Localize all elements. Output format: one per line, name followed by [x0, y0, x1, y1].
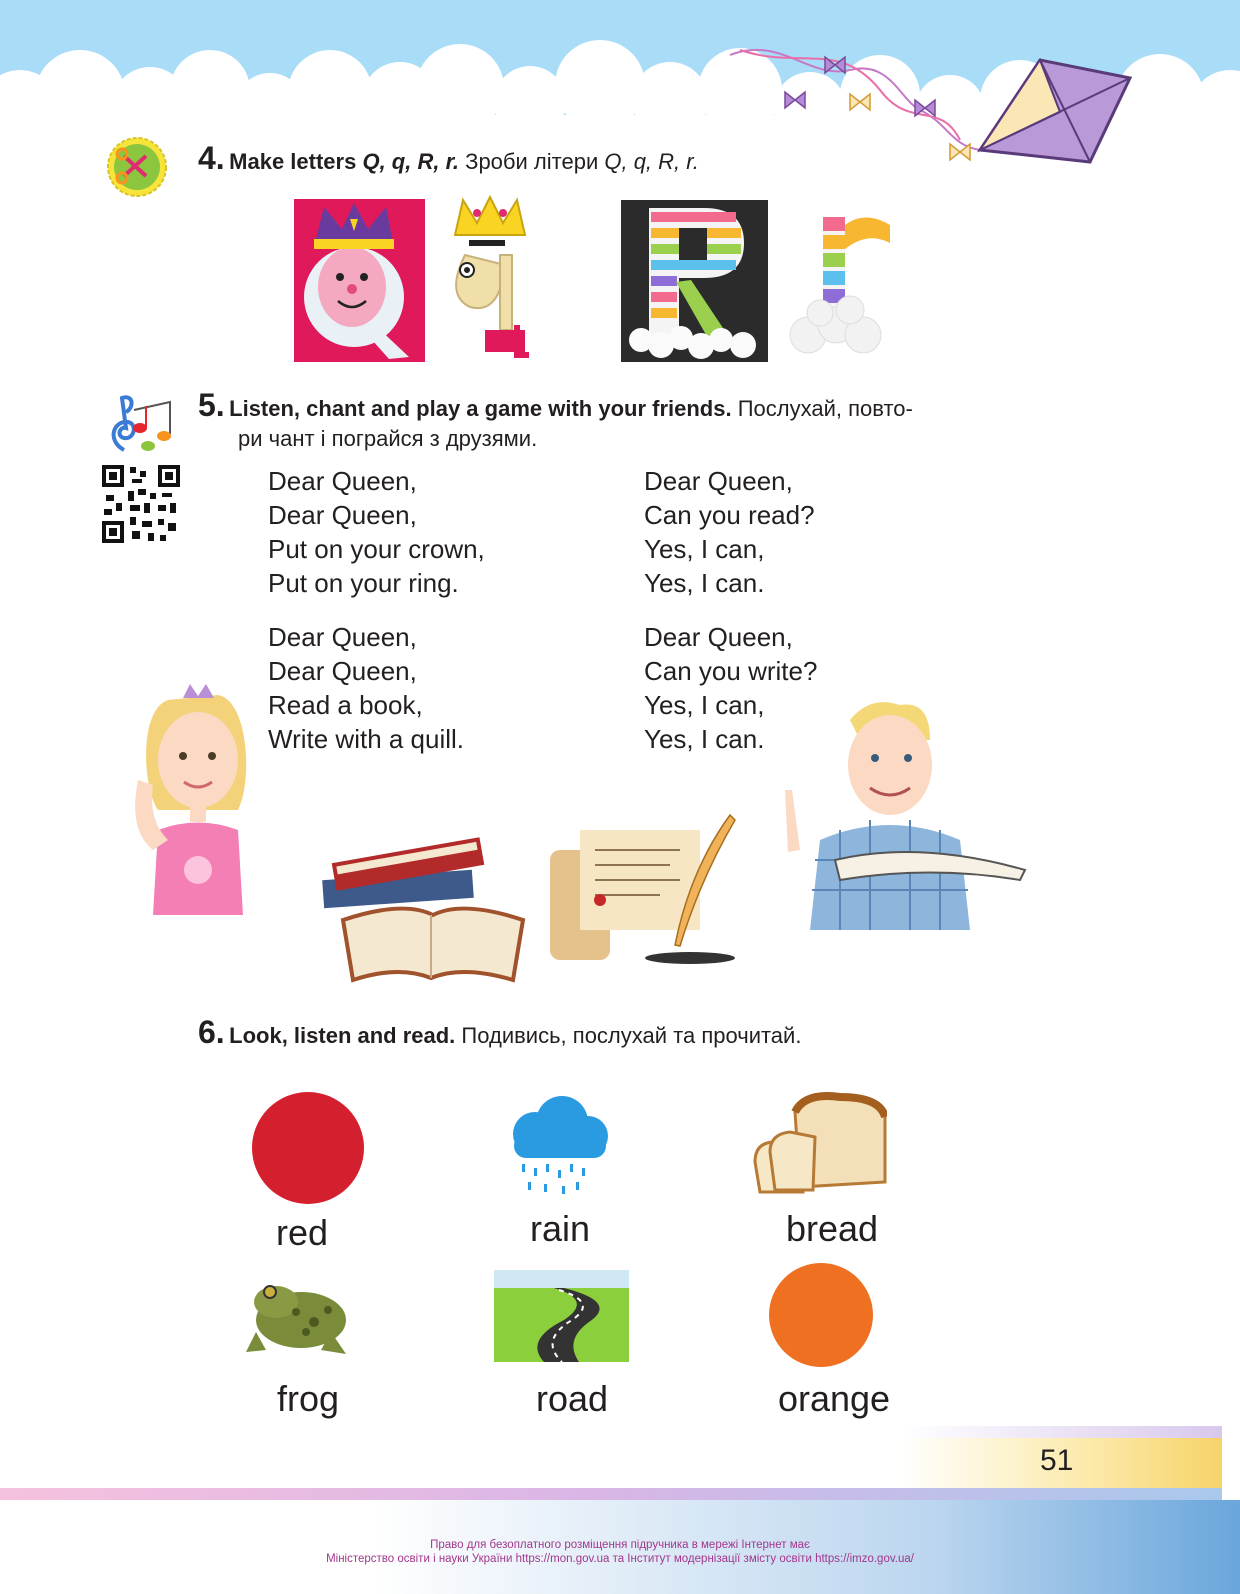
page-number: 51 — [1040, 1444, 1074, 1477]
chant-verse2-left — [268, 620, 464, 756]
red-circle-image — [250, 1090, 366, 1206]
chant-verse1-right — [644, 464, 815, 600]
music-notes-icon — [104, 390, 176, 460]
exercise-5-heading — [198, 387, 1058, 427]
chant-line: Read a book, — [268, 690, 423, 720]
chant-line: Dear Queen, — [268, 466, 417, 496]
boy-reading-image — [760, 690, 1030, 930]
bread-image — [745, 1092, 887, 1197]
exercise-title-en: Look, listen and read. — [229, 1023, 456, 1048]
craft-scissors-icon — [106, 136, 168, 198]
word-frog: frog — [276, 1378, 340, 1419]
chant-line: Yes, I can. — [644, 724, 765, 754]
books-image — [313, 800, 528, 985]
word-red: red — [275, 1212, 329, 1253]
word-rain: rain — [529, 1208, 591, 1249]
exercise-title-en: Make letters — [229, 149, 357, 174]
frog-image — [236, 1272, 354, 1360]
orange-circle-image — [768, 1262, 874, 1368]
exercise-number: 6. — [198, 1014, 225, 1050]
chant-line: Put on your ring. — [268, 568, 459, 598]
chant-line: Dear Queen, — [268, 622, 417, 652]
exercise-title-ua-continued: ри чант і пограйся з друзями. — [238, 426, 538, 451]
chant-line: Yes, I can. — [644, 568, 765, 598]
exercise-title-letters: Q, q, R, r. — [362, 149, 460, 174]
bottom-stripe — [0, 1488, 1222, 1500]
chant-line: Dear Queen, — [644, 622, 793, 652]
road-image — [494, 1270, 629, 1362]
rain-cloud-icon — [500, 1096, 615, 1198]
exercise-title-ua: Послухай, повто- — [737, 396, 913, 421]
chant-line: Yes, I can, — [644, 534, 765, 564]
letter-r-craft-image — [621, 200, 768, 362]
footer-line-2: Міністерство освіти і науки України https://mon.gov.ua та Інститут модернізації змісту освіти https://imzo.gov.ua/ — [326, 1553, 914, 1565]
chant-line: Dear Queen, — [268, 500, 417, 530]
chant-line: Can you read? — [644, 500, 815, 530]
chant-line: Dear Queen, — [268, 656, 417, 686]
chant-verse1-left — [268, 464, 485, 600]
exercise-6-heading — [198, 1014, 801, 1051]
page-band-decor — [900, 1426, 1222, 1438]
chant-line: Yes, I can, — [644, 690, 765, 720]
exercise-number: 4. — [198, 140, 225, 176]
letter-r-small-craft-image — [788, 205, 898, 360]
chant-line: Dear Queen, — [644, 466, 793, 496]
scrolls-quill-image — [540, 810, 740, 970]
exercise-title-ua-letters: Q, q, R, r. — [604, 149, 699, 174]
footer-line-1: Право для безоплатного розміщення підручника в мережі Інтернет має — [430, 1539, 810, 1551]
exercise-number: 5. — [198, 387, 225, 423]
word-bread: bread — [785, 1208, 879, 1249]
kite-icon — [720, 40, 1140, 180]
exercise-title-ua: Зроби літери — [465, 149, 599, 174]
chant-line: Can you write? — [644, 656, 818, 686]
letter-q-craft-image — [294, 199, 425, 362]
exercise-4-heading — [198, 140, 699, 177]
exercise-title-ua: Подивись, послухай та прочитай. — [461, 1023, 802, 1048]
letter-q-small-craft-image — [445, 195, 540, 360]
qr-code-icon[interactable] — [102, 465, 180, 543]
chant-line: Write with a quill. — [268, 724, 465, 754]
chant-line: Put on your crown, — [268, 534, 485, 564]
word-orange: orange — [777, 1378, 891, 1419]
exercise-title-en: Listen, chant and play a game with your friends. — [229, 396, 732, 421]
girl-queen-image — [128, 680, 268, 915]
word-road: road — [535, 1378, 609, 1419]
